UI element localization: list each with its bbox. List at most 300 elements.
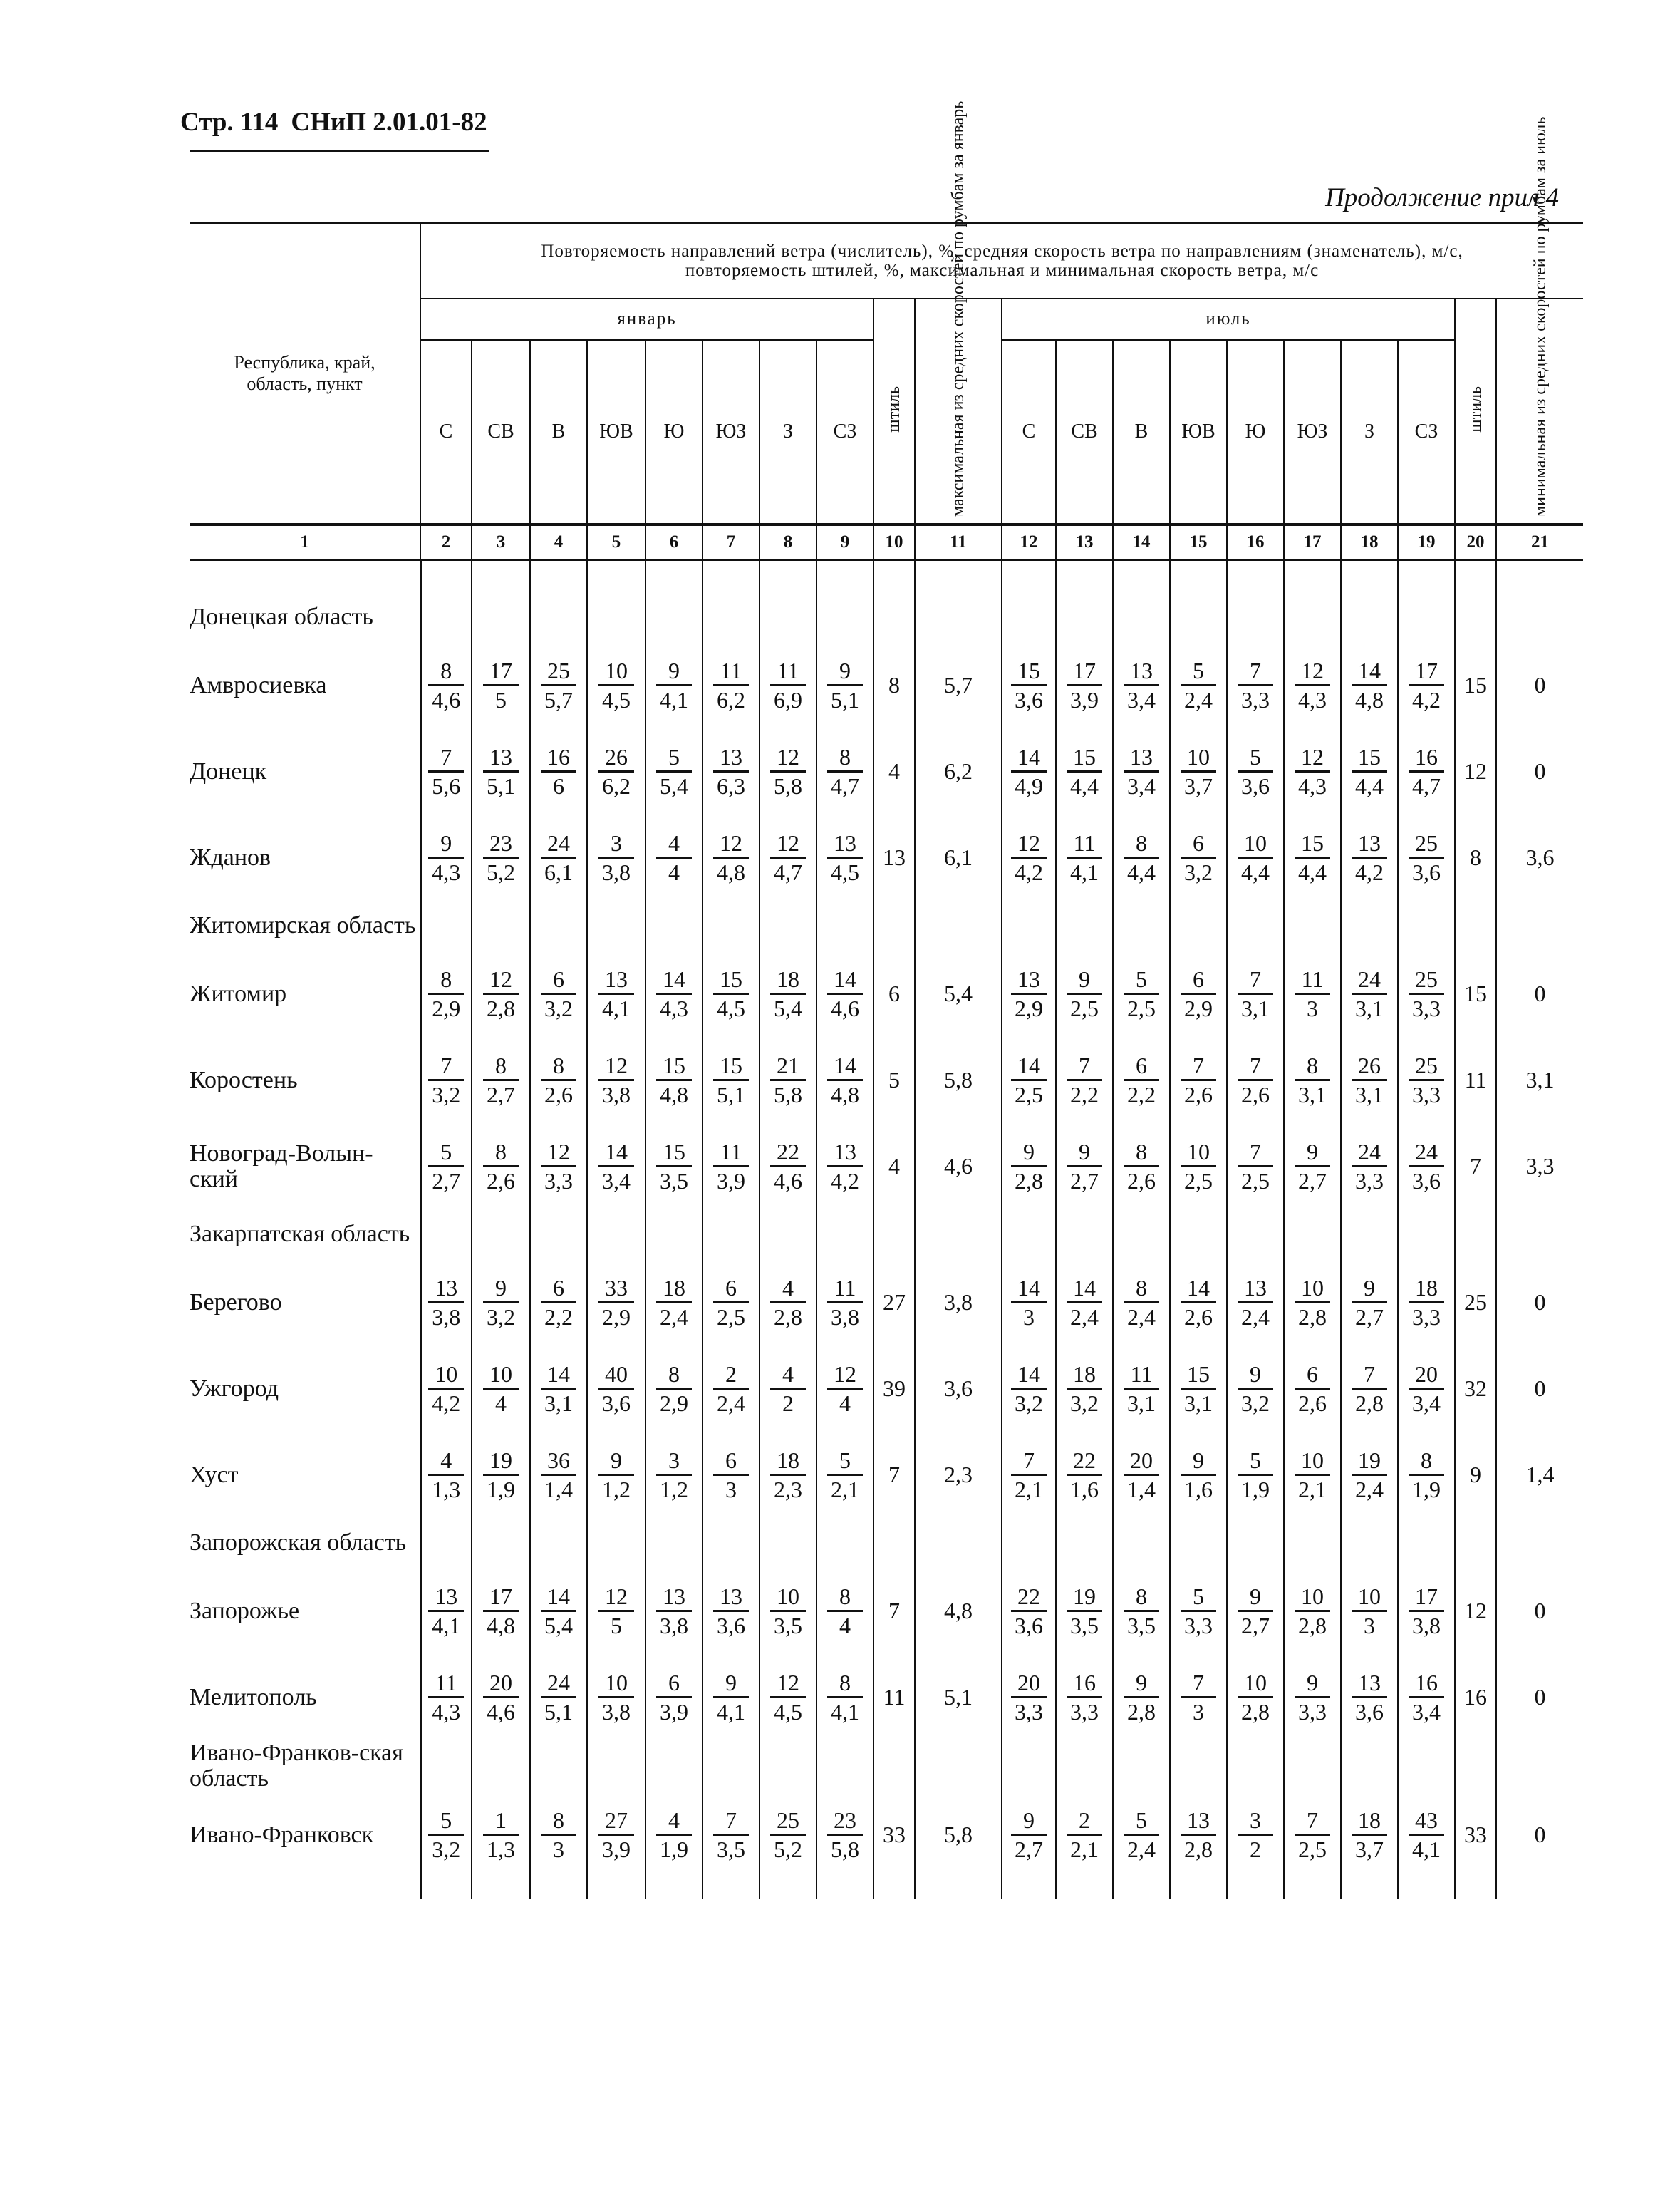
wind-fraction	[1295, 743, 1330, 800]
speed-value: 6	[553, 773, 564, 799]
repeatability-value: 13	[483, 743, 519, 773]
wind-cell	[530, 728, 587, 815]
repeatability-value: 18	[1067, 1360, 1102, 1390]
speed-value: 4,4	[1298, 859, 1327, 885]
table-row	[190, 815, 1583, 901]
repeatability-value: 13	[1124, 743, 1159, 773]
wind-cell	[702, 1654, 759, 1740]
calm-jul-cell: 7	[1455, 1123, 1496, 1209]
wind-fraction	[713, 1138, 749, 1194]
repeatability-value: 18	[770, 966, 806, 995]
wind-fraction	[1181, 1274, 1216, 1331]
wind-fraction	[1352, 1052, 1387, 1108]
speed-value: 3	[1307, 996, 1318, 1021]
wind-cell	[1398, 815, 1455, 901]
table-row	[190, 1568, 1583, 1654]
wind-fraction	[483, 1138, 519, 1194]
wind-fraction	[770, 1052, 806, 1108]
repeatability-value: 8	[541, 1807, 576, 1836]
wind-cell	[759, 815, 816, 901]
speed-value: 4,8	[1355, 687, 1384, 713]
wind-cell	[530, 951, 587, 1037]
wind-cell	[702, 1345, 759, 1432]
speed-value: 4,1	[1412, 1837, 1441, 1862]
empty-cell	[1341, 1209, 1398, 1259]
repeatability-value: 14	[1011, 1274, 1047, 1303]
repeatability-value: 15	[713, 966, 749, 995]
wind-cell	[702, 1432, 759, 1518]
speed-value: 5,2	[774, 1837, 802, 1862]
column-numbers	[190, 525, 1583, 560]
wind-cell	[702, 951, 759, 1037]
wind-fraction	[541, 657, 576, 713]
speed-value: 4,3	[1298, 773, 1327, 799]
station-name: Ивано-Франковск	[190, 1792, 420, 1878]
wind-fraction	[1011, 830, 1047, 886]
repeatability-value: 9	[827, 657, 863, 686]
wind-fraction	[1238, 1052, 1273, 1108]
wind-fraction	[1238, 830, 1273, 886]
column-number: 17	[1284, 525, 1341, 560]
empty-cell	[645, 901, 702, 951]
repeatability-value: 6	[713, 1274, 749, 1303]
speed-value: 4,3	[432, 859, 461, 885]
repeatability-value: 15	[713, 1052, 749, 1081]
wind-fraction	[1067, 1360, 1102, 1417]
wind-cell	[702, 1568, 759, 1654]
empty-cell	[587, 1518, 645, 1568]
repeatability-value: 10	[1181, 743, 1216, 773]
calm-jan-cell: 11	[873, 1654, 915, 1740]
wind-cell	[1113, 1568, 1170, 1654]
wind-cell	[587, 1259, 645, 1345]
speed-value: 6,2	[717, 687, 745, 713]
wind-cell	[1002, 642, 1056, 728]
empty-cell	[1227, 1518, 1284, 1568]
repeatability-value: 5	[1181, 657, 1216, 686]
empty-cell	[1227, 592, 1284, 642]
repeatability-value: 10	[1295, 1447, 1330, 1476]
header-rule	[190, 150, 489, 152]
repeatability-value: 5	[1124, 1807, 1159, 1836]
wind-fraction	[1409, 657, 1444, 713]
wind-fraction	[598, 1274, 634, 1331]
speed-value: 6,3	[717, 773, 745, 799]
repeatability-value: 8	[1124, 830, 1159, 859]
wind-fraction	[1238, 1274, 1273, 1331]
wind-cell	[587, 1568, 645, 1654]
wind-cell	[645, 1123, 702, 1209]
speed-value: 2,2	[1070, 1082, 1099, 1107]
speed-value: 4,4	[1355, 773, 1384, 799]
wind-cell	[1341, 951, 1398, 1037]
speed-value: 1,4	[1127, 1477, 1156, 1502]
wind-cell	[472, 1345, 530, 1432]
speed-value: 3,8	[1412, 1613, 1441, 1638]
empty-cell	[702, 1740, 759, 1792]
speed-value: 3,2	[487, 1304, 515, 1330]
wind-fraction	[713, 1583, 749, 1639]
speed-value: 4,8	[831, 1082, 859, 1107]
wind-cell	[587, 815, 645, 901]
max-jan-cell: 5,7	[915, 642, 1002, 728]
column-number: 6	[645, 525, 702, 560]
speed-value: 2,6	[1184, 1082, 1213, 1107]
repeatability-value: 11	[713, 1138, 749, 1167]
wind-fraction	[713, 743, 749, 800]
repeatability-value: 10	[1181, 1138, 1216, 1167]
empty-cell	[1398, 592, 1455, 642]
wind-cell	[1170, 1259, 1227, 1345]
spacer-row	[190, 560, 1583, 593]
repeatability-value: 9	[1067, 966, 1102, 995]
wind-fraction	[1409, 830, 1444, 886]
table-body	[190, 560, 1583, 1900]
wind-fraction	[1181, 1052, 1216, 1108]
wind-fraction	[1011, 1807, 1047, 1863]
max-jan-cell: 4,8	[915, 1568, 1002, 1654]
wind-fraction	[1409, 743, 1444, 800]
wind-fraction	[827, 966, 863, 1022]
speed-value: 3,1	[1298, 1082, 1327, 1107]
speed-value: 2,4	[1241, 1304, 1270, 1330]
wind-cell	[1284, 1568, 1341, 1654]
repeatability-value: 12	[483, 966, 519, 995]
wind-fraction	[1352, 1138, 1387, 1194]
speed-value: 3,1	[544, 1390, 573, 1416]
speed-value: 4,2	[831, 1168, 859, 1194]
spacer-cell	[1170, 1878, 1227, 1899]
calm-jan-header: штиль	[873, 299, 915, 525]
wind-fraction	[1181, 1138, 1216, 1194]
wind-fraction	[1067, 1052, 1102, 1108]
wind-cell	[1284, 1037, 1341, 1123]
wind-cell	[1398, 1792, 1455, 1878]
max-jan-cell: 3,6	[915, 1345, 1002, 1432]
empty-cell	[759, 592, 816, 642]
max-jan-cell: 5,4	[915, 951, 1002, 1037]
speed-value: 2,7	[1241, 1613, 1270, 1638]
repeatability-value: 6	[656, 1669, 692, 1698]
speed-value: 3,1	[1127, 1390, 1156, 1416]
repeatability-value: 8	[827, 1669, 863, 1698]
speed-value: 4,4	[1070, 773, 1099, 799]
wind-cell	[1170, 1654, 1227, 1740]
empty-cell	[915, 1740, 1002, 1792]
page-number: Стр. 114	[180, 108, 279, 137]
wind-cell	[1113, 1259, 1170, 1345]
repeatability-value: 14	[541, 1583, 576, 1612]
spacer-cell	[1002, 560, 1056, 593]
wind-fraction	[1067, 966, 1102, 1022]
wind-fraction	[656, 1447, 692, 1503]
speed-value: 3,2	[1070, 1390, 1099, 1416]
speed-value: 2,7	[1298, 1168, 1327, 1194]
column-number: 12	[1002, 525, 1056, 560]
column-number: 9	[816, 525, 873, 560]
spacer-cell	[190, 1878, 420, 1899]
repeatability-value: 3	[1238, 1807, 1273, 1836]
speed-value: 1,3	[487, 1837, 515, 1862]
repeatability-value: 8	[1295, 1052, 1330, 1081]
wind-fraction	[1067, 1138, 1102, 1194]
min-jul-cell: 0	[1496, 1345, 1583, 1432]
repeatability-value: 9	[656, 657, 692, 686]
wind-cell	[759, 1432, 816, 1518]
repeatability-value: 11	[713, 657, 749, 686]
spacer-cell	[915, 560, 1002, 593]
empty-cell	[816, 1740, 873, 1792]
spacer-cell	[587, 1878, 645, 1899]
empty-cell	[587, 1740, 645, 1792]
january-header: январь	[420, 299, 873, 340]
speed-value: 6,9	[774, 687, 802, 713]
table-row	[190, 1259, 1583, 1345]
empty-cell	[1455, 1740, 1496, 1792]
repeatability-value: 7	[1011, 1447, 1047, 1476]
wind-fraction	[1409, 1360, 1444, 1417]
column-number: 19	[1398, 525, 1455, 560]
station-name: Запорожье	[190, 1568, 420, 1654]
wind-fraction	[1181, 657, 1216, 713]
table-row	[190, 1654, 1583, 1740]
wind-cell	[1398, 1345, 1455, 1432]
wind-cell	[530, 815, 587, 901]
wind-cell	[1113, 815, 1170, 901]
wind-cell	[1398, 1568, 1455, 1654]
column-number: 16	[1227, 525, 1284, 560]
column-number: 8	[759, 525, 816, 560]
spacer-cell	[645, 560, 702, 593]
wind-fraction	[541, 830, 576, 886]
wind-fraction	[483, 1447, 519, 1503]
empty-cell	[1002, 1740, 1056, 1792]
wind-cell	[1227, 815, 1284, 901]
empty-cell	[1455, 592, 1496, 642]
repeatability-value: 36	[541, 1447, 576, 1476]
speed-value: 1,2	[660, 1477, 688, 1502]
speed-value: 2,7	[1070, 1168, 1099, 1194]
dir-header: СВ	[472, 340, 530, 525]
empty-cell	[1113, 901, 1170, 951]
speed-value: 4	[668, 859, 680, 885]
table-row	[190, 728, 1583, 815]
wind-fraction	[827, 1807, 863, 1863]
speed-value: 2,1	[1015, 1477, 1043, 1502]
wind-cell	[530, 1654, 587, 1740]
wind-fraction	[541, 743, 576, 800]
spacer-cell	[1284, 560, 1341, 593]
repeatability-value: 24	[1352, 1138, 1387, 1167]
speed-value: 3	[725, 1477, 737, 1502]
repeatability-value: 15	[1295, 830, 1330, 859]
wind-cell	[816, 1432, 873, 1518]
wind-cell	[1227, 1432, 1284, 1518]
wind-fraction	[428, 743, 464, 800]
spacer-cell	[1496, 560, 1583, 593]
wind-fraction	[1011, 1052, 1047, 1108]
speed-value: 3,6	[1412, 1168, 1441, 1194]
repeatability-value: 13	[428, 1274, 464, 1303]
calm-jan-cell: 7	[873, 1568, 915, 1654]
speed-value: 2,8	[1184, 1837, 1213, 1862]
repeatability-value: 11	[770, 657, 806, 686]
wind-fraction	[656, 657, 692, 713]
wind-fraction	[1124, 1138, 1159, 1194]
wind-fraction	[1409, 1447, 1444, 1503]
speed-value: 2,1	[1070, 1837, 1099, 1862]
wind-fraction	[1011, 1138, 1047, 1194]
wind-cell	[1341, 1345, 1398, 1432]
speed-value: 3,2	[432, 1837, 461, 1862]
dir-header: СЗ	[1398, 340, 1455, 525]
wind-fraction	[428, 1669, 464, 1725]
repeatability-value: 6	[1124, 1052, 1159, 1081]
empty-cell	[1056, 1740, 1113, 1792]
wind-fraction	[428, 1360, 464, 1417]
empty-cell	[1170, 1740, 1227, 1792]
repeatability-value: 10	[770, 1583, 806, 1612]
speed-value: 5,1	[717, 1082, 745, 1107]
calm-jul-cell: 9	[1455, 1432, 1496, 1518]
table-row	[190, 1792, 1583, 1878]
wind-fraction	[1011, 1360, 1047, 1417]
calm-jan-cell: 39	[873, 1345, 915, 1432]
repeatability-value: 18	[1352, 1807, 1387, 1836]
wind-cell	[645, 1037, 702, 1123]
wind-cell	[1002, 1037, 1056, 1123]
empty-cell	[1227, 1740, 1284, 1792]
wind-fraction	[827, 1447, 863, 1503]
repeatability-value: 13	[1352, 1669, 1387, 1698]
speed-value: 4,6	[774, 1168, 802, 1194]
speed-value: 2,6	[1241, 1082, 1270, 1107]
wind-fraction	[598, 830, 634, 886]
repeatability-value: 17	[1409, 1583, 1444, 1612]
wind-cell	[472, 1123, 530, 1209]
repeatability-value: 8	[656, 1360, 692, 1390]
repeatability-value: 14	[827, 966, 863, 995]
calm-jul-cell: 8	[1455, 815, 1496, 901]
speed-value: 3,6	[1015, 1613, 1043, 1638]
wind-cell	[1056, 1654, 1113, 1740]
region-name: Донецкая область	[190, 592, 420, 642]
min-jul-cell: 1,4	[1496, 1432, 1583, 1518]
speed-value: 2,6	[544, 1082, 573, 1107]
speed-value: 1,9	[660, 1837, 688, 1862]
wind-cell	[1056, 642, 1113, 728]
empty-cell	[587, 901, 645, 951]
wind-cell	[1341, 728, 1398, 815]
speed-value: 3,5	[1070, 1613, 1099, 1638]
wind-fraction	[1409, 1274, 1444, 1331]
speed-value: 4,8	[487, 1613, 515, 1638]
column-number: 2	[420, 525, 472, 560]
repeatability-value: 6	[541, 966, 576, 995]
wind-cell	[645, 1654, 702, 1740]
repeatability-value: 9	[483, 1274, 519, 1303]
repeatability-value: 14	[1011, 1360, 1047, 1390]
wind-fraction	[770, 1669, 806, 1725]
empty-cell	[1398, 1209, 1455, 1259]
wind-cell	[587, 1123, 645, 1209]
wind-cell	[1398, 1259, 1455, 1345]
speed-value: 5	[495, 687, 507, 713]
wind-cell	[759, 1037, 816, 1123]
wind-cell	[816, 1259, 873, 1345]
wind-fraction	[598, 1360, 634, 1417]
speed-value: 4,3	[1298, 687, 1327, 713]
empty-cell	[1113, 1740, 1170, 1792]
speed-value: 5,7	[544, 687, 573, 713]
empty-cell	[915, 592, 1002, 642]
repeatability-value: 12	[770, 743, 806, 773]
empty-cell	[472, 901, 530, 951]
empty-cell	[915, 1518, 1002, 1568]
empty-cell	[1113, 1518, 1170, 1568]
dir-header: СЗ	[816, 340, 873, 525]
empty-cell	[530, 901, 587, 951]
repeatability-value: 12	[713, 830, 749, 859]
speed-value: 3,1	[1355, 996, 1384, 1021]
speed-value: 5,1	[544, 1699, 573, 1725]
repeatability-value: 13	[827, 830, 863, 859]
wind-cell	[420, 815, 472, 901]
wind-cell	[1227, 1654, 1284, 1740]
spacer-cell	[1496, 1878, 1583, 1899]
repeatability-value: 40	[598, 1360, 634, 1390]
speed-value: 4,8	[660, 1082, 688, 1107]
wind-cell	[645, 1432, 702, 1518]
max-jan-cell: 5,8	[915, 1037, 1002, 1123]
repeatability-value: 4	[428, 1447, 464, 1476]
repeatability-value: 14	[1181, 1274, 1216, 1303]
max-jan-cell: 6,1	[915, 815, 1002, 901]
speed-value: 5,2	[487, 859, 515, 885]
speed-value: 3,4	[1412, 1390, 1441, 1416]
wind-cell	[420, 1654, 472, 1740]
wind-cell	[702, 728, 759, 815]
speed-value: 4,1	[432, 1613, 461, 1638]
wind-cell	[759, 951, 816, 1037]
repeatability-value: 25	[1409, 966, 1444, 995]
repeatability-value: 10	[1352, 1583, 1387, 1612]
empty-cell	[420, 901, 472, 951]
station-name: Жданов	[190, 815, 420, 901]
wind-cell	[816, 1792, 873, 1878]
wind-cell	[1341, 1568, 1398, 1654]
speed-value: 4,8	[717, 859, 745, 885]
repeatability-value: 14	[1011, 743, 1047, 773]
speed-value: 2,8	[1241, 1699, 1270, 1725]
empty-cell	[1455, 901, 1496, 951]
wind-cell	[759, 1345, 816, 1432]
wind-fraction	[1067, 830, 1102, 886]
repeatability-value: 4	[656, 1807, 692, 1836]
repeatability-value: 7	[1238, 657, 1273, 686]
repeatability-value: 4	[770, 1360, 806, 1390]
repeatability-value: 20	[1124, 1447, 1159, 1476]
repeatability-value: 25	[541, 657, 576, 686]
repeatability-value: 20	[1011, 1669, 1047, 1698]
wind-fraction	[1067, 1807, 1102, 1863]
speed-value: 3,7	[1184, 773, 1213, 799]
wind-fraction	[713, 830, 749, 886]
empty-cell	[1113, 1209, 1170, 1259]
speed-value: 4,3	[432, 1699, 461, 1725]
speed-value: 2,7	[1355, 1304, 1384, 1330]
wind-fraction	[656, 1807, 692, 1863]
